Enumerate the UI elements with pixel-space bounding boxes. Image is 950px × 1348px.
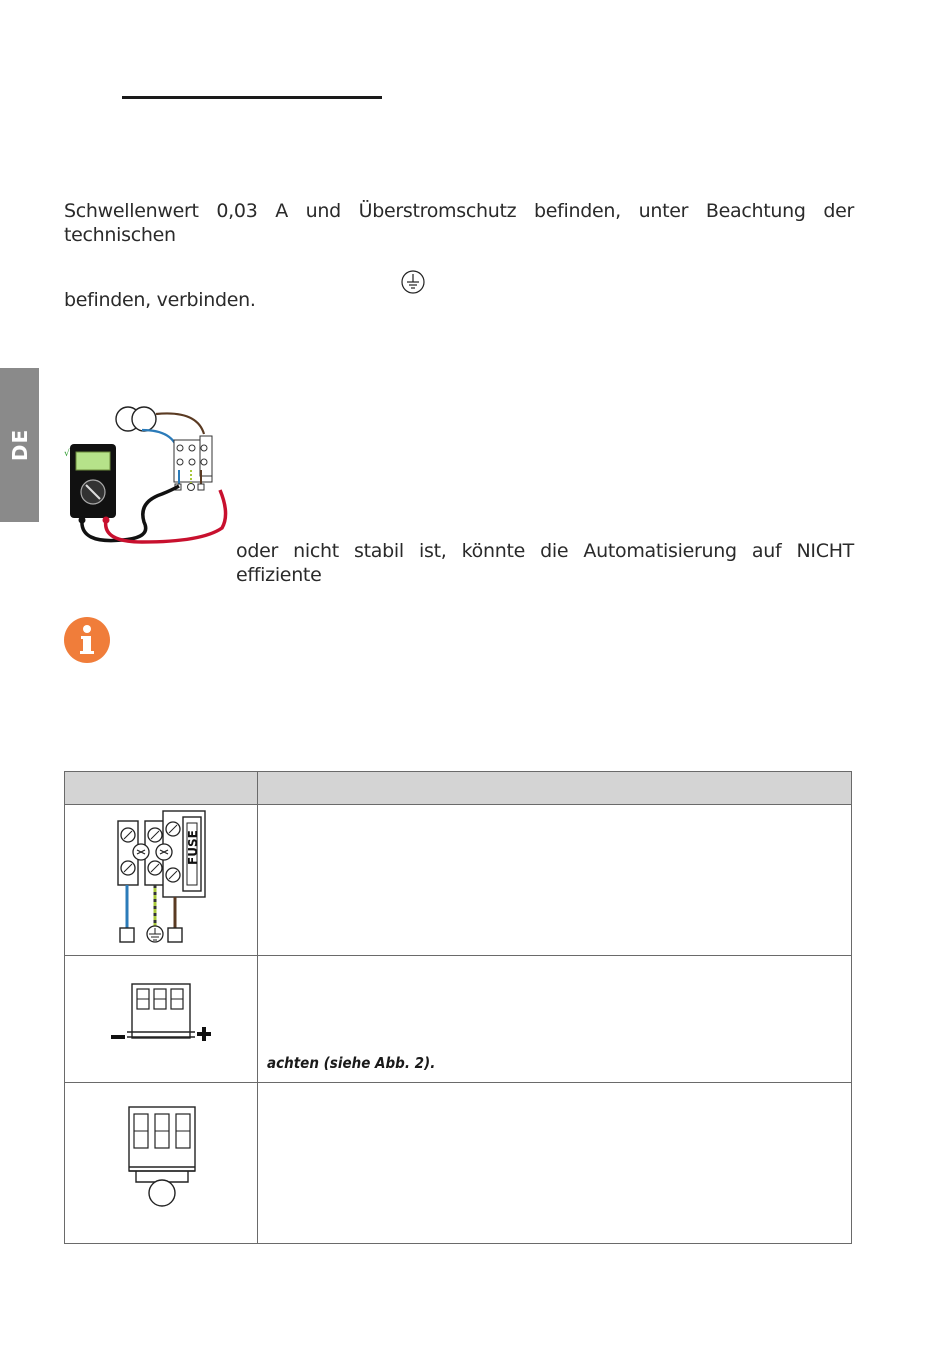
title-underline: [122, 96, 382, 99]
motor-connector-icon: [65, 1083, 257, 1238]
fuse-label: FUSE: [186, 830, 200, 865]
paragraph-connect: befinden, verbinden.: [64, 289, 256, 311]
table-cell-icon: [65, 956, 258, 1083]
table-header-cell: [258, 772, 852, 805]
table-header-row: [65, 772, 852, 805]
table-cell-text: [258, 805, 852, 956]
table-header-cell: [65, 772, 258, 805]
table-row: [65, 1083, 852, 1244]
table-cell-text: [258, 956, 852, 1083]
table-cell-text: [258, 1083, 852, 1244]
table-cell-icon: [65, 1083, 258, 1244]
svg-text:√: √: [64, 449, 70, 459]
language-tab-label: DE: [7, 428, 32, 462]
connection-table: [64, 771, 852, 1244]
paragraph-voltage: oder nicht stabil ist, könnte die Automatisierung auf NICHT effiziente: [236, 540, 854, 586]
table-cell-icon: [65, 805, 258, 956]
paragraph-threshold: Schwellenwert 0,03 A und Überstromschutz befinden, unter Beachtung der technischen: [64, 200, 854, 246]
table-row: [65, 805, 852, 956]
table-row: [65, 956, 852, 1083]
info-icon: [64, 617, 110, 663]
multimeter-wiring-illustration: [62, 402, 234, 548]
terminal-block-fuse-icon: [65, 805, 257, 950]
polarity-note: achten (siehe Abb. 2).: [267, 1054, 436, 1072]
language-tab: [0, 368, 39, 522]
dc-connector-polarity-icon: [65, 956, 257, 1077]
